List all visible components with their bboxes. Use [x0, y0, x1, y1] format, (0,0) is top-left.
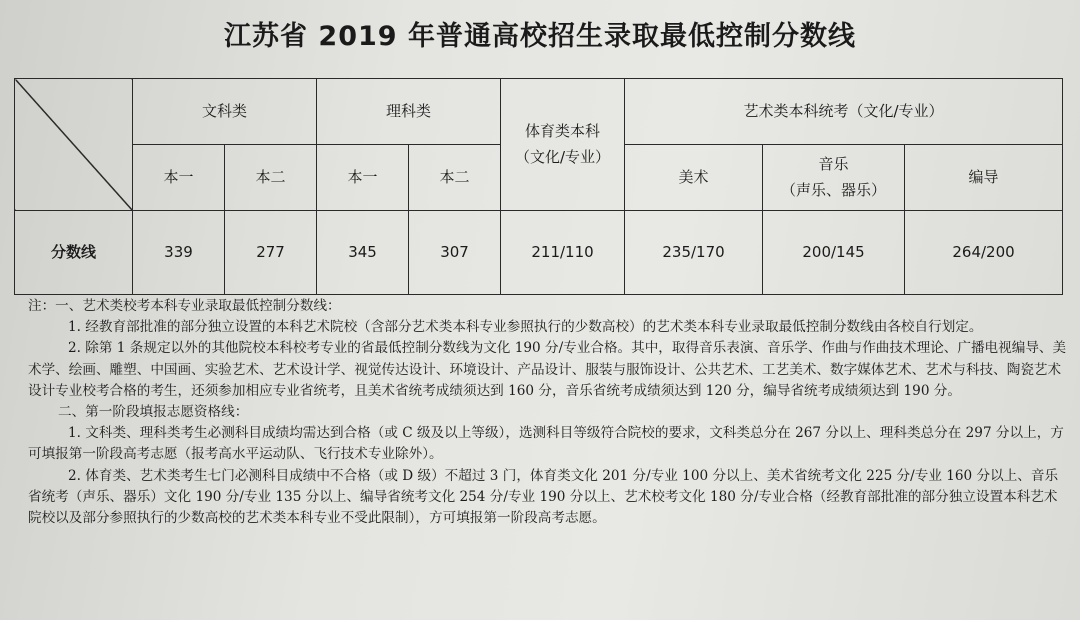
notes-heading-2: 二、第一阶段填报志愿资格线：: [58, 404, 249, 421]
header-tiyu-line1: 体育类本科: [525, 122, 601, 140]
diagonal-header-cell: [15, 79, 133, 211]
page-title: 江苏省 2019 年普通高校招生录取最低控制分数线: [224, 21, 856, 52]
header-tiyu: [501, 79, 625, 211]
notes-paragraph-1: 1. 经教育部批准的部分独立设置的本科艺术院校（含部分艺术类本科专业参照执行的少数高校）的艺术类本科专业录取最低控制分数线由各校自行划定。: [68, 319, 983, 336]
score-biandao: 264/200: [905, 211, 1063, 295]
header-tiyu-line2: （文化/专业）: [515, 147, 611, 166]
score-wenke-benyi: 339: [133, 211, 225, 295]
notes-paragraph-4: 2. 体育类、艺术类考生七门必测科目成绩中不合格（或 D 级）不超过 3 门，体育类文化 201 分/专业 100 分以上、美术省统考文化 225 分/专业 160 分以上、音乐省统考（声乐、器乐）文化 190 分/专业 135 分以上、编导省统考文化 254 分/专业 190 分以上、艺术校考文化 180 分/专业合格（经教育部批准的部分独立设置本科艺术院校以及部分参照执行的少数高校的艺术类本科专业不受此限制），方可填报第一阶段高考志愿。: [28, 467, 1059, 527]
score-tiyu: 211/110: [501, 211, 625, 295]
header-biandao: 编导: [905, 145, 1063, 211]
score-like-benyi: 345: [317, 211, 409, 295]
score-table: [14, 78, 1063, 295]
header-like-benyi: 本一: [317, 145, 409, 211]
score-wenke-benger: 277: [225, 211, 317, 295]
notes-heading-1: 注：一、艺术类校考本科专业录取最低控制分数线：: [28, 298, 341, 314]
row-label-score: 分数线: [15, 211, 133, 295]
header-like: 理科类: [317, 79, 501, 145]
header-yinyue: [763, 145, 905, 211]
header-like-benger: 本二: [409, 145, 501, 211]
header-wenke-benyi: 本一: [133, 145, 225, 211]
header-wenke-benger: 本二: [225, 145, 317, 211]
notes-paragraph-2: 2. 除第 1 条规定以外的其他院校本科校考专业的省最低控制分数线为文化 190 分/专业合格。其中，取得音乐表演、音乐学、作曲与作曲技术理论、广播电视编导、美术学、绘画、雕塑、中国画、实验艺术、艺术设计学、视觉传达设计、环境设计、产品设计、服装与服饰设计、公共艺术、工艺美术、数字媒体艺术、艺术与科技、陶瓷艺术设计专业校考合格的考生，还须参加相应专业省统考，且美术省统考成绩须达到 160 分，音乐省统考成绩须达到 120 分，编导省统考成绩须达到 190 分。: [28, 340, 1067, 399]
header-yinyue-line1: 音乐: [818, 155, 849, 173]
score-meishu: 235/170: [625, 211, 763, 295]
header-yinyue-line2: （声乐、器乐）: [781, 180, 887, 199]
header-wenke: 文科类: [133, 79, 317, 145]
notes-paragraph-3: 1. 文科类、理科类考生必测科目成绩均需达到合格（或 C 级及以上等级），选测科目等级符合院校的要求，文科类总分在 267 分以上、理科类总分在 297 分以上，方可填报第一阶段高考志愿（报考高水平运动队、飞行技术专业除外）。: [28, 425, 1064, 463]
header-yishu: 艺术类本科统考（文化/专业）: [625, 79, 1063, 145]
score-yinyue: 200/145: [763, 211, 905, 295]
score-like-benger: 307: [409, 211, 501, 295]
header-meishu: 美术: [625, 145, 763, 211]
notes-section: [28, 296, 1068, 529]
